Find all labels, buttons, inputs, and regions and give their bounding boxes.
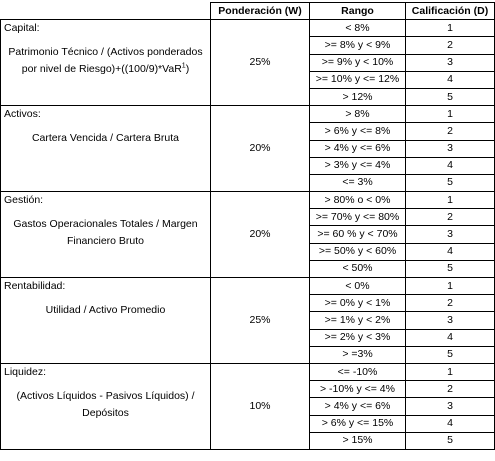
range-cell: > =3% xyxy=(310,346,406,363)
rating-cell: 1 xyxy=(406,192,495,209)
rating-cell: 3 xyxy=(406,54,495,71)
weight-cell: 10% xyxy=(211,363,310,449)
indicator-formula xyxy=(4,388,207,422)
indicator-cell xyxy=(1,106,211,192)
range-cell: >= 10% y <= 12% xyxy=(310,71,406,88)
weight-cell: 25% xyxy=(211,20,310,106)
rating-cell: 4 xyxy=(406,71,495,88)
range-cell: > 4% y <= 6% xyxy=(310,398,406,415)
weight-cell: 20% xyxy=(211,192,310,278)
range-cell: >= 60 % y < 70% xyxy=(310,226,406,243)
rating-cell: 5 xyxy=(406,174,495,191)
weight-cell: 25% xyxy=(211,278,310,364)
formula-text: (Activos Líquidos - Pasivos Líquidos) / Depósitos xyxy=(16,389,195,419)
rating-cell: 1 xyxy=(406,278,495,295)
range-cell: > 3% y <= 4% xyxy=(310,157,406,174)
rating-cell: 2 xyxy=(406,123,495,140)
range-cell: > -10% y <= 4% xyxy=(310,381,406,398)
rating-cell: 2 xyxy=(406,295,495,312)
range-cell: < 0% xyxy=(310,278,406,295)
rating-cell: 3 xyxy=(406,140,495,157)
formula-text: Utilidad / Activo Promedio xyxy=(45,304,166,316)
range-cell: >= 0% y < 1% xyxy=(310,295,406,312)
range-cell: > 6% y <= 15% xyxy=(310,415,406,432)
range-cell: > 4% y <= 6% xyxy=(310,140,406,157)
header-row xyxy=(1,3,495,20)
formula-text-end: ) xyxy=(185,63,190,76)
header-blank-cell xyxy=(1,3,211,20)
range-cell: >= 70% y <= 80% xyxy=(310,209,406,226)
table-body xyxy=(1,20,495,450)
rating-cell: 5 xyxy=(406,88,495,105)
rating-cell: 1 xyxy=(406,363,495,380)
rating-cell: 4 xyxy=(406,415,495,432)
rating-cell: 2 xyxy=(406,37,495,54)
range-cell: > 15% xyxy=(310,432,406,449)
rating-cell: 3 xyxy=(406,312,495,329)
indicator-cell xyxy=(1,363,211,449)
range-cell: <= -10% xyxy=(310,363,406,380)
range-cell: < 8% xyxy=(310,20,406,37)
indicator-formula xyxy=(4,130,207,147)
range-cell: >= 1% y < 2% xyxy=(310,312,406,329)
rating-cell: 4 xyxy=(406,243,495,260)
rating-cell: 5 xyxy=(406,260,495,277)
header-rating: Calificación (D) xyxy=(406,3,495,20)
indicator-name: Gestión: xyxy=(4,194,44,207)
indicator-name: Capital: xyxy=(4,22,40,35)
table-row xyxy=(1,363,495,380)
formula-text: Cartera Vencida / Cartera Bruta xyxy=(31,132,180,145)
rating-table xyxy=(0,2,495,450)
rating-cell: 3 xyxy=(406,226,495,243)
range-cell: <= 3% xyxy=(310,174,406,191)
range-cell: > 80% o < 0% xyxy=(310,192,406,209)
rating-cell: 5 xyxy=(406,432,495,449)
rating-cell: 2 xyxy=(406,381,495,398)
rating-cell: 1 xyxy=(406,106,495,123)
indicator-name: Liquidez: xyxy=(4,365,47,378)
range-cell: >= 50% y < 60% xyxy=(310,243,406,260)
table-row xyxy=(1,192,495,209)
indicator-name: Rentabilidad: xyxy=(4,280,66,292)
rating-cell: 4 xyxy=(406,157,495,174)
header-weight: Ponderación (W) xyxy=(211,3,310,20)
formula-text: Patrimonio Técnico / (Activos ponderados por nivel de Riesgo)+((100/9)*VaR xyxy=(8,46,203,76)
rating-cell: 3 xyxy=(406,398,495,415)
indicator-cell xyxy=(1,20,211,106)
rating-cell: 1 xyxy=(406,20,495,37)
indicator-formula xyxy=(4,302,207,319)
formula-text: Gastos Operacionales Totales / Margen Financiero Bruto xyxy=(13,218,198,248)
range-cell: > 6% y <= 8% xyxy=(310,123,406,140)
rating-cell: 5 xyxy=(406,346,495,363)
table-row xyxy=(1,278,495,295)
range-cell: >= 2% y < 3% xyxy=(310,329,406,346)
formula-footnote-mark: 1 xyxy=(181,62,186,70)
header-range: Rango xyxy=(310,3,406,20)
rating-cell: 2 xyxy=(406,209,495,226)
indicator-formula xyxy=(4,216,207,250)
indicator-cell xyxy=(1,278,211,364)
table-row xyxy=(1,20,495,37)
range-cell: >= 9% y < 10% xyxy=(310,54,406,71)
indicator-formula xyxy=(4,44,207,78)
range-cell: > 8% xyxy=(310,106,406,123)
range-cell: > 12% xyxy=(310,88,406,105)
range-cell: >= 8% y < 9% xyxy=(310,37,406,54)
rating-cell: 4 xyxy=(406,329,495,346)
indicator-cell xyxy=(1,192,211,278)
table-row xyxy=(1,106,495,123)
range-cell: < 50% xyxy=(310,260,406,277)
weight-cell: 20% xyxy=(211,106,310,192)
indicator-name: Activos: xyxy=(4,108,41,121)
